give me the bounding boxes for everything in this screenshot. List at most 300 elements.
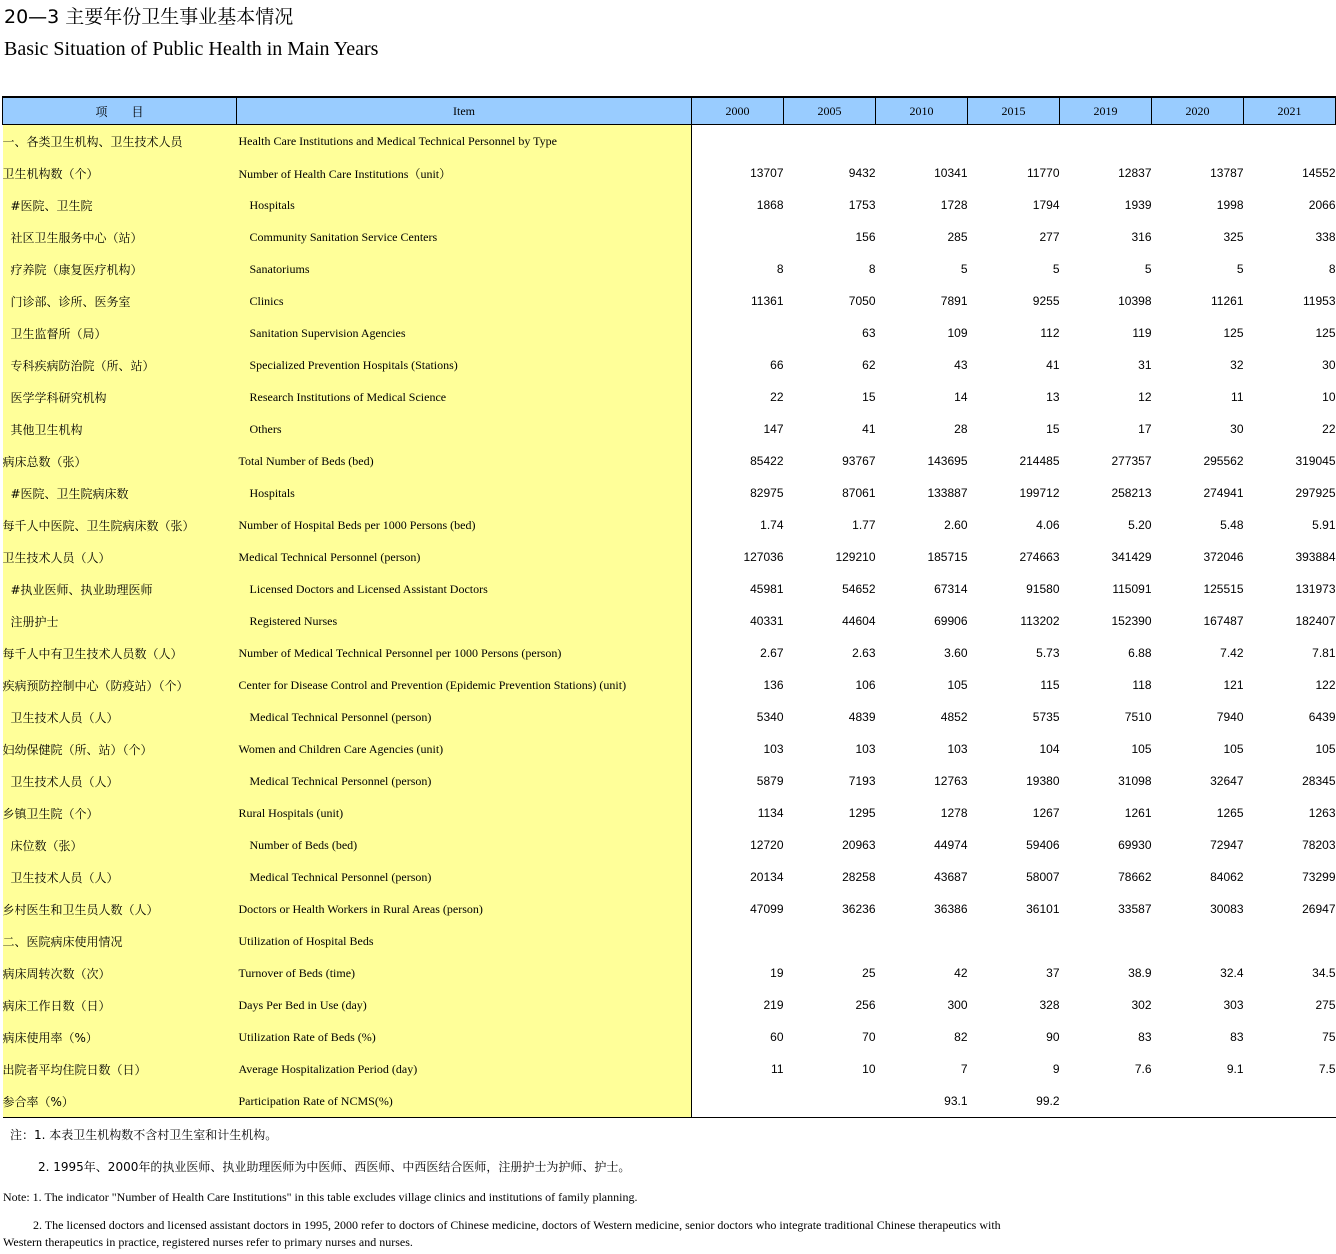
cell-value: 93.1: [876, 1085, 968, 1118]
table-row: [3, 509, 1336, 541]
cell-value: 67314: [934, 582, 968, 596]
cell-value: 258213: [1111, 486, 1152, 500]
row-label-cn: 医学学科研究机构: [3, 381, 237, 413]
cell-value: 7: [960, 1062, 968, 1076]
row-label-en: Number of Beds (bed): [237, 829, 692, 861]
cell-value: 1998: [1216, 198, 1244, 212]
cell-value: [1152, 1085, 1244, 1118]
cell-value: 4.06: [1036, 518, 1060, 532]
cell-value: 131973: [1295, 582, 1336, 596]
cell-value: 10: [862, 1062, 876, 1076]
cell-value: 28: [954, 422, 968, 436]
cell-value: [692, 125, 784, 158]
row-label-en: Clinics: [237, 285, 692, 317]
cell-value: 277357: [1111, 454, 1152, 468]
cell-value: 1868: [756, 198, 784, 212]
cell-value: 12720: [750, 838, 784, 852]
table-row: [3, 349, 1336, 381]
cell-value: 127036: [743, 550, 784, 564]
row-label-en: Center for Disease Control and Prevention (Epidemic Prevention Stations) (unit): [237, 669, 692, 701]
cell-value: 91580: [1026, 582, 1060, 596]
cell-value: 83: [1138, 1030, 1152, 1044]
cell-value: 7050: [848, 294, 876, 308]
row-label-en: Doctors or Health Workers in Rural Areas (person): [237, 893, 692, 925]
cell-value: 1261: [1124, 806, 1152, 820]
note-en-2: 2. The licensed doctors and licensed assistant doctors in 1995, 2000 refer to doctors of Chinese medicine, doctors of Western medicine, senior doctors who integrate traditional Chinese therapeutics with Western therapeutics in practice, registered nurses refer to primary nurses and nurses.: [3, 1218, 1001, 1249]
row-label-en: Number of Hospital Beds per 1000 Persons (bed): [237, 509, 692, 541]
cell-value: 28258: [842, 870, 876, 884]
row-label-en: Medical Technical Personnel (person): [237, 701, 692, 733]
cell-value: 393884: [1295, 550, 1336, 564]
row-label-en: Medical Technical Personnel (person): [237, 541, 692, 573]
row-label-cn: 疾病预防控制中心（防疫站）（个）: [3, 669, 237, 701]
cell-value: 112: [1040, 326, 1060, 340]
cell-value: 316: [1131, 230, 1152, 244]
cell-value: 26947: [1302, 902, 1336, 916]
cell-value: 45981: [750, 582, 784, 596]
row-label-cn: 门诊部、诊所、医务室: [3, 285, 237, 317]
cell-value: 125: [1223, 326, 1244, 340]
row-label-en: Turnover of Beds (time): [237, 957, 692, 989]
row-label-en: Women and Children Care Agencies (unit): [237, 733, 692, 765]
table-row: [3, 957, 1336, 989]
cell-value: [692, 1085, 784, 1118]
cell-value: [1060, 925, 1152, 957]
cell-value: 7.5: [1318, 1062, 1336, 1076]
cell-value: 14552: [1302, 166, 1336, 180]
cell-value: 115: [1040, 678, 1060, 692]
cell-value: 58007: [1026, 870, 1060, 884]
cell-value: 69906: [934, 614, 968, 628]
cell-value: 295562: [1203, 454, 1244, 468]
cell-value: 1134: [757, 806, 784, 820]
cell-value: 10341: [934, 166, 968, 180]
cell-value: 9432: [848, 166, 876, 180]
table-row: [3, 413, 1336, 445]
cell-value: 274663: [1019, 550, 1060, 564]
row-label-en: Community Sanitation Service Centers: [237, 221, 692, 253]
row-label-en: Others: [237, 413, 692, 445]
cell-value: 5735: [1032, 710, 1060, 724]
cell-value: [692, 925, 784, 957]
cell-value: 2066: [1308, 198, 1336, 212]
cell-value: 103: [947, 742, 968, 756]
cell-value: 256: [855, 998, 876, 1012]
cell-value: 11: [771, 1062, 784, 1076]
row-label-en: Hospitals: [237, 477, 692, 509]
cell-value: 66: [770, 358, 784, 372]
cell-value: 10: [1322, 390, 1336, 404]
table-row: [3, 381, 1336, 413]
cell-value: 30: [1230, 422, 1244, 436]
cell-value: 2.67: [760, 646, 784, 660]
cell-value: 5340: [756, 710, 784, 724]
cell-value: 36101: [1026, 902, 1060, 916]
table-row: [3, 253, 1336, 285]
cell-value: 7.6: [1134, 1062, 1152, 1076]
cell-value: 9.1: [1226, 1062, 1244, 1076]
cell-value: 11261: [1211, 294, 1244, 308]
cell-value: 11: [1231, 390, 1244, 404]
cell-value: 136: [763, 678, 784, 692]
cell-value: 105: [1223, 742, 1244, 756]
table-row: [3, 925, 1336, 957]
table-row: [3, 669, 1336, 701]
row-label-cn: 注册护士: [3, 605, 237, 637]
cell-value: 20963: [842, 838, 876, 852]
cell-value: 319045: [1295, 454, 1336, 468]
cell-value: 15: [1046, 422, 1060, 436]
cell-value: 1295: [848, 806, 876, 820]
table-row: [3, 1053, 1336, 1085]
row-label-en: Total Number of Beds (bed): [237, 445, 692, 477]
row-label-cn: 二、医院病床使用情况: [3, 925, 237, 957]
cell-value: 5: [1144, 262, 1152, 276]
cell-value: 5.20: [1128, 518, 1152, 532]
cell-value: 33587: [1118, 902, 1152, 916]
cell-value: 125515: [1203, 582, 1244, 596]
cell-value: 1794: [1032, 198, 1060, 212]
cell-value: 15: [862, 390, 876, 404]
cell-value: 37: [1046, 966, 1060, 980]
cell-value: 103: [763, 742, 784, 756]
cell-value: 185715: [927, 550, 968, 564]
cell-value: 70: [862, 1030, 876, 1044]
row-label-cn: 病床工作日数（日）: [3, 989, 237, 1021]
row-label-en: Rural Hospitals (unit): [237, 797, 692, 829]
header-item-en: Item: [237, 97, 692, 125]
table-row: [3, 445, 1336, 477]
table-row: [3, 573, 1336, 605]
cell-value: 156: [855, 230, 876, 244]
cell-value: 44604: [842, 614, 876, 628]
cell-value: [692, 221, 784, 253]
cell-value: 328: [1039, 998, 1060, 1012]
cell-value: 9: [1052, 1062, 1060, 1076]
cell-value: 75: [1322, 1030, 1336, 1044]
cell-value: 8: [776, 262, 784, 276]
cell-value: 72947: [1210, 838, 1244, 852]
table-row: [3, 157, 1336, 189]
cell-value: 78662: [1118, 870, 1152, 884]
cell-value: 275: [1315, 998, 1336, 1012]
cell-value: 13787: [1210, 166, 1244, 180]
cell-value: 214485: [1019, 454, 1060, 468]
cell-value: 54652: [842, 582, 876, 596]
cell-value: 12: [1138, 390, 1152, 404]
cell-value: 105: [947, 678, 968, 692]
cell-value: 4852: [940, 710, 968, 724]
table-row: [3, 189, 1336, 221]
row-label-cn: 卫生监督所（局）: [3, 317, 237, 349]
cell-value: 5: [960, 262, 968, 276]
cell-value: 5.91: [1312, 518, 1336, 532]
row-label-cn: 病床使用率（%）: [3, 1021, 237, 1053]
table-row: [3, 893, 1336, 925]
cell-value: 121: [1223, 678, 1244, 692]
cell-value: 59406: [1026, 838, 1060, 852]
cell-value: 62: [862, 358, 876, 372]
cell-value: 109: [947, 326, 968, 340]
cell-value: 4839: [848, 710, 876, 724]
cell-value: 7193: [848, 774, 876, 788]
cell-value: 34.5: [1312, 966, 1336, 980]
row-label-en: Health Care Institutions and Medical Technical Personnel by Type: [237, 125, 692, 158]
cell-value: 372046: [1203, 550, 1244, 564]
row-label-cn: 床位数（张）: [3, 829, 237, 861]
cell-value: 60: [770, 1030, 784, 1044]
cell-value: 78203: [1302, 838, 1336, 852]
row-label-cn: 每千人中医院、卫生院病床数（张）: [3, 509, 237, 541]
cell-value: 1753: [848, 198, 876, 212]
cell-value: 41: [862, 422, 876, 436]
cell-value: 9255: [1032, 294, 1060, 308]
table-row: [3, 797, 1336, 829]
cell-value: 99.2: [968, 1085, 1060, 1118]
cell-value: 104: [1039, 742, 1060, 756]
cell-value: 11770: [1027, 166, 1060, 180]
cell-value: [1152, 125, 1244, 158]
cell-value: 32647: [1210, 774, 1244, 788]
table-row: [3, 733, 1336, 765]
row-label-cn: 参合率（%）: [3, 1085, 237, 1118]
cell-value: 87061: [842, 486, 876, 500]
cell-value: 13: [1046, 390, 1060, 404]
cell-value: 69930: [1118, 838, 1152, 852]
page-title-cn: 20—3 主要年份卫生事业基本情况: [4, 6, 294, 28]
row-label-cn: 出院者平均住院日数（日）: [3, 1053, 237, 1085]
cell-value: 32: [1230, 358, 1244, 372]
table-header: [3, 97, 1336, 125]
table-row: [3, 605, 1336, 637]
cell-value: 277: [1039, 230, 1060, 244]
row-label-cn: 一、各类卫生机构、卫生技术人员: [3, 125, 237, 158]
cell-value: 3.60: [944, 646, 968, 660]
cell-value: 11953: [1303, 294, 1336, 308]
cell-value: [1152, 925, 1244, 957]
cell-value: 43687: [934, 870, 968, 884]
table-row: [3, 701, 1336, 733]
cell-value: 6.88: [1128, 646, 1152, 660]
cell-value: 2.63: [852, 646, 876, 660]
cell-value: 5: [1052, 262, 1060, 276]
cell-value: 83: [1230, 1030, 1244, 1044]
table-row: [3, 477, 1336, 509]
cell-value: 219: [763, 998, 784, 1012]
cell-value: 8: [1328, 262, 1336, 276]
row-label-cn: 其他卫生机构: [3, 413, 237, 445]
page-title-en: Basic Situation of Public Health in Main Years: [4, 38, 379, 60]
cell-value: 1265: [1216, 806, 1244, 820]
cell-value: 6439: [1308, 710, 1336, 724]
cell-value: 20134: [750, 870, 784, 884]
row-label-cn: 卫生技术人员（人）: [3, 765, 237, 797]
row-label-en: Utilization Rate of Beds (%): [237, 1021, 692, 1053]
header-year: 2005: [784, 97, 876, 125]
cell-value: 10398: [1118, 294, 1152, 308]
cell-value: [968, 125, 1060, 158]
cell-value: [1244, 925, 1336, 957]
cell-value: 119: [1132, 326, 1152, 340]
row-label-cn: #医院、卫生院: [3, 189, 237, 221]
cell-value: 73299: [1302, 870, 1336, 884]
row-label-en: Number of Medical Technical Personnel per 1000 Persons (person): [237, 637, 692, 669]
cell-value: 106: [855, 678, 876, 692]
cell-value: 133887: [927, 486, 968, 500]
row-label-en: Research Institutions of Medical Science: [237, 381, 692, 413]
cell-value: 1263: [1308, 806, 1336, 820]
cell-value: 1939: [1124, 198, 1152, 212]
row-label-en: Registered Nurses: [237, 605, 692, 637]
cell-value: 300: [947, 998, 968, 1012]
cell-value: 5: [1236, 262, 1244, 276]
row-label-en: Sanatoriums: [237, 253, 692, 285]
header-year: 2021: [1244, 97, 1336, 125]
cell-value: 31: [1138, 358, 1152, 372]
cell-value: 1278: [940, 806, 968, 820]
cell-value: 105: [1315, 742, 1336, 756]
cell-value: 32.4: [1220, 966, 1244, 980]
cell-value: 11361: [751, 294, 784, 308]
table-row: [3, 125, 1336, 158]
cell-value: 25: [862, 966, 876, 980]
row-label-en: Medical Technical Personnel (person): [237, 861, 692, 893]
cell-value: 152390: [1111, 614, 1152, 628]
cell-value: 7940: [1216, 710, 1244, 724]
cell-value: [1060, 1085, 1152, 1118]
row-label-cn: 卫生技术人员（人）: [3, 701, 237, 733]
row-label-en: Average Hospitalization Period (day): [237, 1053, 692, 1085]
row-label-cn: 乡镇卫生院（个）: [3, 797, 237, 829]
cell-value: 105: [1131, 742, 1152, 756]
cell-value: 36386: [934, 902, 968, 916]
cell-value: 143695: [927, 454, 968, 468]
row-label-cn: 专科疾病防治院（所、站）: [3, 349, 237, 381]
cell-value: 7.42: [1220, 646, 1244, 660]
cell-value: 43: [954, 358, 968, 372]
cell-value: [692, 317, 784, 349]
cell-value: 1267: [1032, 806, 1060, 820]
cell-value: 285: [947, 230, 968, 244]
cell-value: 147: [763, 422, 784, 436]
cell-value: 167487: [1203, 614, 1244, 628]
cell-value: 40331: [750, 614, 784, 628]
table-row: [3, 765, 1336, 797]
table-row: [3, 285, 1336, 317]
cell-value: 5.48: [1220, 518, 1244, 532]
cell-value: 19: [770, 966, 784, 980]
note-cn-2: 2. 1995年、2000年的执业医师、执业助理医师为中医师、西医师、中西医结合医师，注册护士为护师、护士。: [38, 1160, 631, 1174]
row-label-cn: 病床周转次数（次）: [3, 957, 237, 989]
cell-value: 297925: [1295, 486, 1336, 500]
row-label-cn: 每千人中有卫生技术人员数（人）: [3, 637, 237, 669]
row-label-en: Hospitals: [237, 189, 692, 221]
cell-value: 42: [954, 966, 968, 980]
row-label-cn: #医院、卫生院病床数: [3, 477, 237, 509]
cell-value: [968, 925, 1060, 957]
header-year: 2015: [968, 97, 1060, 125]
cell-value: 341429: [1111, 550, 1152, 564]
cell-value: 82975: [750, 486, 784, 500]
table-row: [3, 989, 1336, 1021]
table-row: [3, 541, 1336, 573]
cell-value: 82: [954, 1030, 968, 1044]
row-label-en: Number of Health Care Institutions（unit）: [237, 157, 692, 189]
cell-value: 38.9: [1128, 966, 1152, 980]
note-en-1: Note: 1. The indicator "Number of Health Care Institutions" in this table excludes village clinics and institutions of family planning.: [3, 1190, 638, 1204]
cell-value: [876, 125, 968, 158]
cell-value: 129210: [835, 550, 876, 564]
row-label-en: Medical Technical Personnel (person): [237, 765, 692, 797]
header-year: 2019: [1060, 97, 1152, 125]
row-label-cn: 社区卫生服务中心（站）: [3, 221, 237, 253]
cell-value: 325: [1223, 230, 1244, 244]
cell-value: 17: [1138, 422, 1152, 436]
row-label-cn: 疗养院（康复医疗机构）: [3, 253, 237, 285]
cell-value: [1244, 1085, 1336, 1118]
cell-value: 22: [770, 390, 784, 404]
cell-value: 103: [855, 742, 876, 756]
table-row: [3, 317, 1336, 349]
cell-value: 85422: [750, 454, 784, 468]
cell-value: [784, 925, 876, 957]
table-row: [3, 221, 1336, 253]
cell-value: 303: [1223, 998, 1244, 1012]
cell-value: 1.74: [760, 518, 784, 532]
row-label-cn: 病床总数（张）: [3, 445, 237, 477]
cell-value: 63: [862, 326, 876, 340]
cell-value: 22: [1322, 422, 1336, 436]
cell-value: 41: [1046, 358, 1060, 372]
cell-value: 7891: [940, 294, 968, 308]
cell-value: 182407: [1295, 614, 1336, 628]
row-label-cn: 乡村医生和卫生员人数（人）: [3, 893, 237, 925]
header-year: 2020: [1152, 97, 1244, 125]
cell-value: 12837: [1118, 166, 1152, 180]
cell-value: 12763: [934, 774, 968, 788]
row-label-cn: #执业医师、执业助理医师: [3, 573, 237, 605]
cell-value: 274941: [1203, 486, 1244, 500]
table-row: [3, 1085, 1336, 1118]
table-row: [3, 637, 1336, 669]
cell-value: [1060, 125, 1152, 158]
data-table: [2, 96, 1336, 1118]
cell-value: 47099: [750, 902, 784, 916]
table-row: [3, 829, 1336, 861]
cell-value: 31098: [1118, 774, 1152, 788]
header-year: 2010: [876, 97, 968, 125]
row-label-cn: 卫生技术人员（人）: [3, 541, 237, 573]
table-body: [3, 125, 1336, 1118]
cell-value: 122: [1315, 678, 1336, 692]
cell-value: 30: [1322, 358, 1336, 372]
cell-value: 19380: [1026, 774, 1060, 788]
cell-value: 1.77: [852, 518, 876, 532]
row-label-en: Licensed Doctors and Licensed Assistant Doctors: [237, 573, 692, 605]
row-label-en: Utilization of Hospital Beds: [237, 925, 692, 957]
cell-value: 1728: [940, 198, 968, 212]
cell-value: 84062: [1210, 870, 1244, 884]
row-label-cn: 妇幼保健院（所、站）（个）: [3, 733, 237, 765]
header-year: 2000: [692, 97, 784, 125]
cell-value: 5879: [756, 774, 784, 788]
table-row: [3, 861, 1336, 893]
row-label-en: Sanitation Supervision Agencies: [237, 317, 692, 349]
row-label-en: Days Per Bed in Use (day): [237, 989, 692, 1021]
cell-value: 90: [1046, 1030, 1060, 1044]
table-row: [3, 1021, 1336, 1053]
cell-value: 113202: [1020, 614, 1060, 628]
